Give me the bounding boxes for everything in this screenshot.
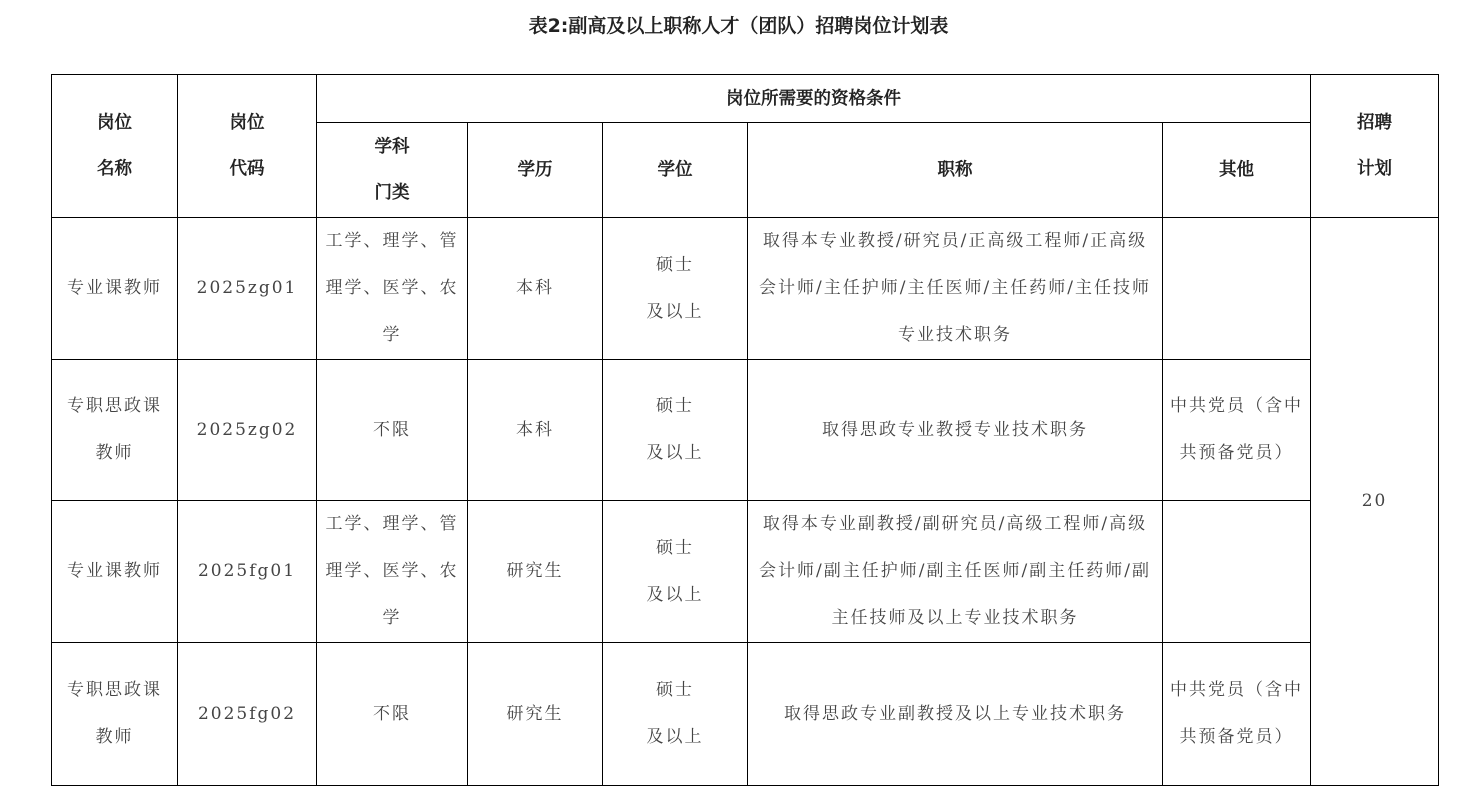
header-title: 职称 xyxy=(748,123,1163,218)
cell-title: 取得思政专业副教授及以上专业技术职务 xyxy=(748,643,1163,786)
cell-title: 取得本专业副教授/副研究员/高级工程师/高级会计师/副主任护师/副主任医师/副主任药师/副主任技师及以上专业技术职务 xyxy=(748,501,1163,643)
cell-plan-total: 20 xyxy=(1311,218,1439,786)
cell-position-name: 专业课教师 xyxy=(52,501,178,643)
table-row xyxy=(52,218,1439,360)
cell-position-code: 2025fg01 xyxy=(178,501,317,643)
cell-title: 取得本专业教授/研究员/正高级工程师/正高级会计师/主任护师/主任医师/主任药师/主任技师专业技术职务 xyxy=(748,218,1163,360)
header-degree: 学位 xyxy=(603,123,748,218)
header-qualifications: 岗位所需要的资格条件 xyxy=(317,75,1311,123)
header-other: 其他 xyxy=(1163,123,1311,218)
cell-discipline: 工学、理学、管理学、医学、农学 xyxy=(317,501,468,643)
header-position-name: 岗位 名称 xyxy=(52,75,178,218)
cell-position-code: 2025fg02 xyxy=(178,643,317,786)
cell-discipline: 不限 xyxy=(317,360,468,501)
header-position-code: 岗位 代码 xyxy=(178,75,317,218)
header-education: 学历 xyxy=(468,123,603,218)
cell-degree: 硕士 及以上 xyxy=(603,218,748,360)
table-title: 表2:副高及以上职称人才（团队）招聘岗位计划表 xyxy=(528,15,949,37)
table-row xyxy=(52,643,1439,786)
cell-position-name: 专业课教师 xyxy=(52,218,178,360)
table-row xyxy=(52,501,1439,643)
cell-other xyxy=(1163,501,1311,643)
cell-other: 中共党员（含中共预备党员） xyxy=(1163,643,1311,786)
table-row xyxy=(52,360,1439,501)
cell-education: 研究生 xyxy=(468,501,603,643)
cell-education: 本科 xyxy=(468,218,603,360)
cell-position-name: 专职思政课教师 xyxy=(52,643,178,786)
header-row-1 xyxy=(52,75,1439,123)
cell-other xyxy=(1163,218,1311,360)
cell-position-code: 2025zg02 xyxy=(178,360,317,501)
cell-discipline: 工学、理学、管理学、医学、农学 xyxy=(317,218,468,360)
cell-degree: 硕士 及以上 xyxy=(603,643,748,786)
cell-other: 中共党员（含中共预备党员） xyxy=(1163,360,1311,501)
cell-discipline: 不限 xyxy=(317,643,468,786)
header-recruitment-plan: 招聘 计划 xyxy=(1311,75,1439,218)
recruitment-plan-table xyxy=(51,74,1439,786)
cell-education: 研究生 xyxy=(468,643,603,786)
header-discipline: 学科 门类 xyxy=(317,123,468,218)
cell-degree: 硕士 及以上 xyxy=(603,360,748,501)
cell-position-code: 2025zg01 xyxy=(178,218,317,360)
cell-position-name: 专职思政课教师 xyxy=(52,360,178,501)
cell-degree: 硕士 及以上 xyxy=(603,501,748,643)
cell-title: 取得思政专业教授专业技术职务 xyxy=(748,360,1163,501)
cell-education: 本科 xyxy=(468,360,603,501)
